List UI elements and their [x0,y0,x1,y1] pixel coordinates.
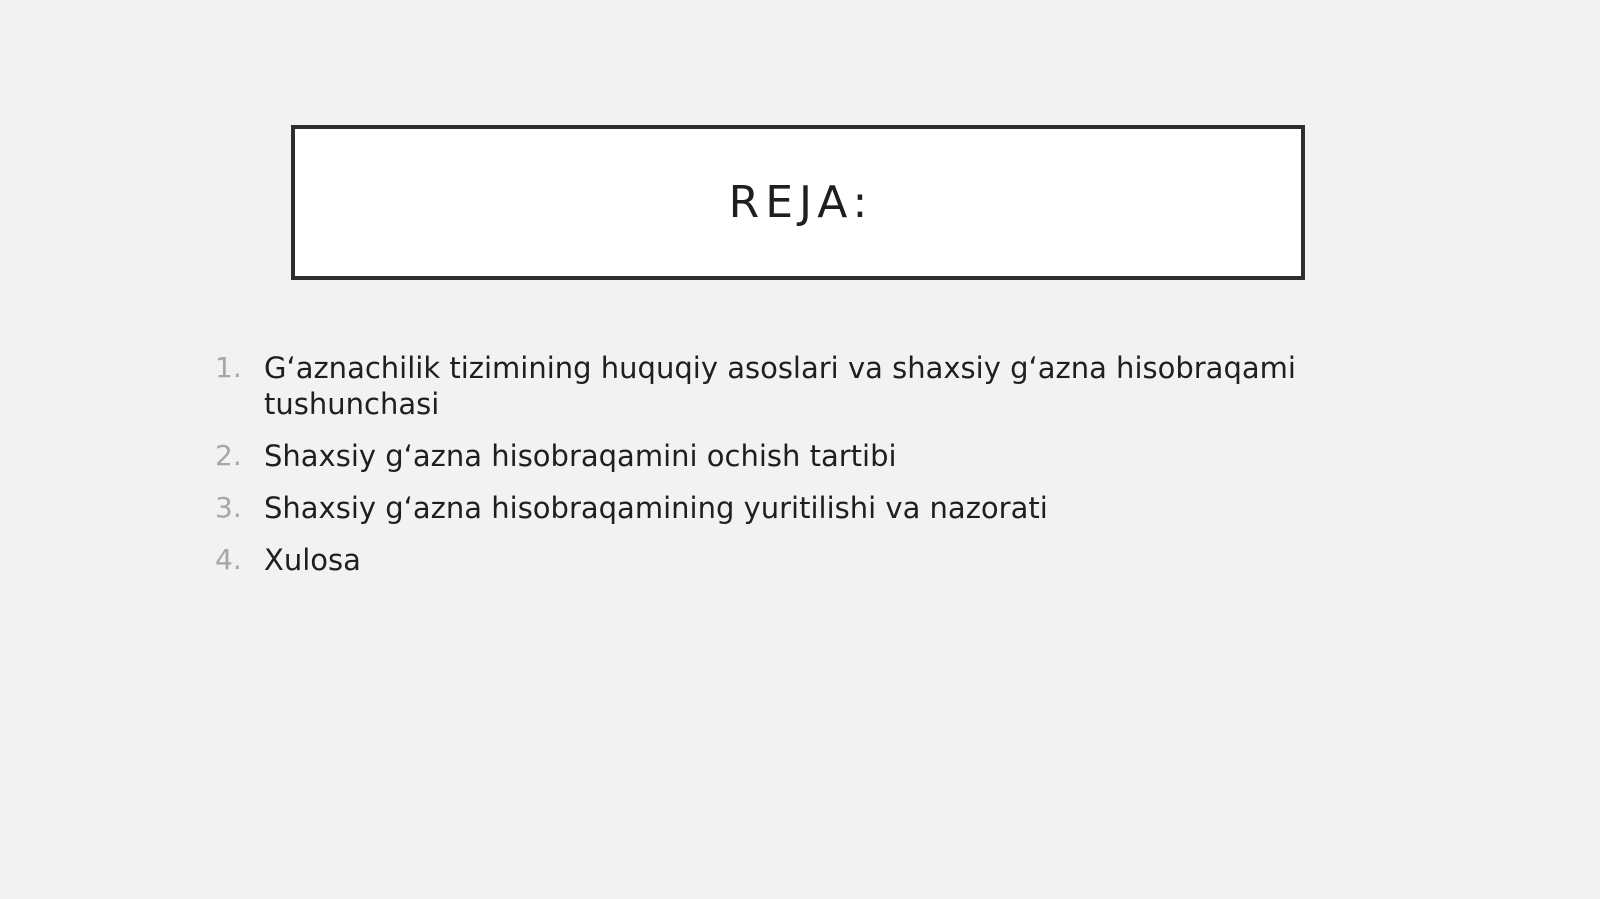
list-item-number: 4. [215,543,242,576]
agenda-list [215,350,1325,594]
list-item-number: 3. [215,491,242,524]
list-item-number: 1. [215,351,242,384]
list-item [215,350,1325,422]
list-item-text: G‘aznachilik tizimining huquqiy asoslari va shaxsiy g‘azna hisobraqami tushunchasi [264,351,1296,421]
list-item [215,542,1325,578]
list-item-number: 2. [215,439,242,472]
list-item-text: Shaxsiy g‘azna hisobraqamini ochish tartibi [264,439,897,473]
title-box [291,125,1305,280]
list-item-text: Xulosa [264,543,361,577]
list-item [215,438,1325,474]
list-item-text: Shaxsiy g‘azna hisobraqamining yuritilishi va nazorati [264,491,1048,525]
slide-title: REJA: [728,177,874,228]
list-item [215,490,1325,526]
